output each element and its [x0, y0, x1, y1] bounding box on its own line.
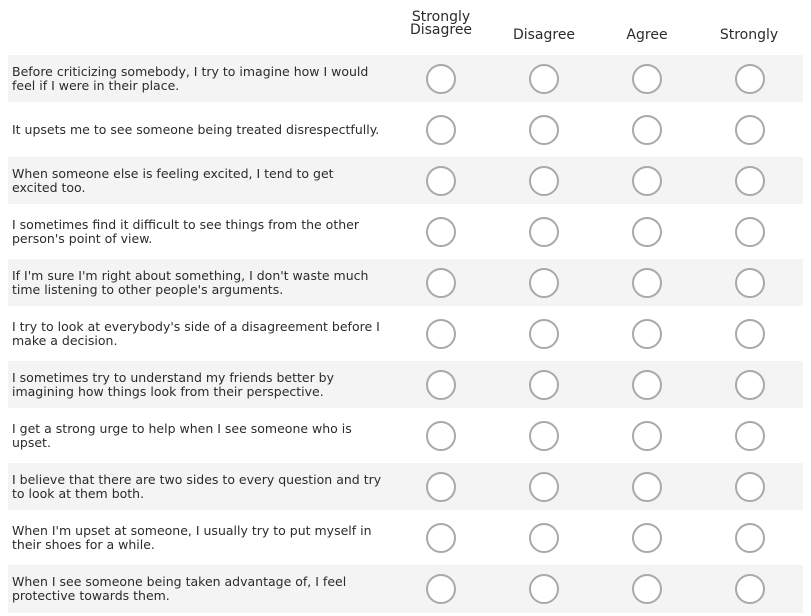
radio-strongly-disagree[interactable]	[426, 64, 456, 94]
column-header-strongly-disagree	[391, 11, 491, 37]
radio-strongly[interactable]	[735, 421, 765, 451]
statement-row-1	[8, 55, 803, 102]
statement-row-4	[8, 205, 803, 258]
radio-agree[interactable]	[632, 268, 662, 298]
statement-row-8	[8, 409, 803, 462]
statement-row-10	[8, 511, 803, 564]
radio-strongly[interactable]	[735, 472, 765, 502]
radio-strongly-disagree[interactable]	[426, 421, 456, 451]
radio-disagree[interactable]	[529, 64, 559, 94]
radio-strongly-disagree[interactable]	[426, 370, 456, 400]
radio-strongly-disagree[interactable]	[426, 574, 456, 604]
radio-strongly-disagree[interactable]	[426, 166, 456, 196]
radio-strongly[interactable]	[735, 319, 765, 349]
radio-strongly[interactable]	[735, 574, 765, 604]
statement-row-11	[8, 565, 803, 613]
radio-agree[interactable]	[632, 319, 662, 349]
statement-text: I sometimes try to understand my friends better by imagining how things look from their perspective.	[12, 369, 335, 399]
radio-agree[interactable]	[632, 421, 662, 451]
radio-disagree[interactable]	[529, 115, 559, 145]
radio-disagree[interactable]	[529, 523, 559, 553]
statement-row-5	[8, 259, 803, 306]
column-header-row	[0, 0, 811, 52]
radio-strongly-disagree[interactable]	[426, 217, 456, 247]
radio-strongly-disagree[interactable]	[426, 523, 456, 553]
radio-strongly-disagree[interactable]	[426, 319, 456, 349]
radio-strongly-disagree[interactable]	[426, 472, 456, 502]
statement-text: Before criticizing somebody, I try to imagine how I would feel if I were in their place.	[12, 63, 369, 93]
radio-disagree[interactable]	[529, 166, 559, 196]
radio-disagree[interactable]	[529, 319, 559, 349]
radio-disagree[interactable]	[529, 217, 559, 247]
column-header-line: Strongly	[411, 9, 471, 25]
radio-disagree[interactable]	[529, 370, 559, 400]
radio-disagree[interactable]	[529, 574, 559, 604]
radio-disagree[interactable]	[529, 421, 559, 451]
radio-disagree[interactable]	[529, 268, 559, 298]
radio-agree[interactable]	[632, 166, 662, 196]
statement-row-3	[8, 157, 803, 204]
radio-strongly-disagree[interactable]	[426, 268, 456, 298]
radio-agree[interactable]	[632, 64, 662, 94]
radio-strongly[interactable]	[735, 166, 765, 196]
column-header-disagree: Disagree	[512, 27, 576, 43]
radio-agree[interactable]	[632, 217, 662, 247]
statement-text: When I see someone being taken advantage of, I feel protective towards them.	[12, 574, 347, 603]
radio-strongly[interactable]	[735, 523, 765, 553]
column-header-strongly: Strongly	[719, 27, 779, 43]
radio-strongly[interactable]	[735, 370, 765, 400]
statement-row-7	[8, 361, 803, 408]
radio-agree[interactable]	[632, 370, 662, 400]
radio-agree[interactable]	[632, 574, 662, 604]
statement-text: If I'm sure I'm right about something, I don't waste much time listening to other people's arguments.	[12, 267, 369, 297]
statement-row-9	[8, 463, 803, 510]
radio-strongly[interactable]	[735, 217, 765, 247]
radio-agree[interactable]	[632, 115, 662, 145]
statement-text: I get a strong urge to help when I see someone who is upset.	[12, 420, 352, 450]
statement-text: When I'm upset at someone, I usually try to put myself in their shoes for a while.	[12, 522, 372, 552]
radio-strongly-disagree[interactable]	[426, 115, 456, 145]
statement-text: When someone else is feeling excited, I tend to get excited too.	[12, 165, 334, 195]
statement-row-2	[8, 103, 803, 156]
statement-text: I try to look at everybody's side of a disagreement before I make a decision.	[12, 318, 380, 348]
column-header-line: Disagree	[409, 22, 473, 38]
column-header-agree: Agree	[626, 27, 668, 43]
statement-text: I sometimes find it difficult to see things from the other person's point of view.	[12, 216, 359, 246]
radio-disagree[interactable]	[529, 472, 559, 502]
radio-strongly[interactable]	[735, 115, 765, 145]
statement-text: I believe that there are two sides to every question and try to look at them both.	[12, 471, 382, 501]
radio-strongly[interactable]	[735, 64, 765, 94]
radio-strongly[interactable]	[735, 268, 765, 298]
statement-text: It upsets me to see someone being treated disrespectfully.	[12, 121, 380, 137]
statement-row-6	[8, 307, 803, 360]
radio-agree[interactable]	[632, 472, 662, 502]
radio-agree[interactable]	[632, 523, 662, 553]
